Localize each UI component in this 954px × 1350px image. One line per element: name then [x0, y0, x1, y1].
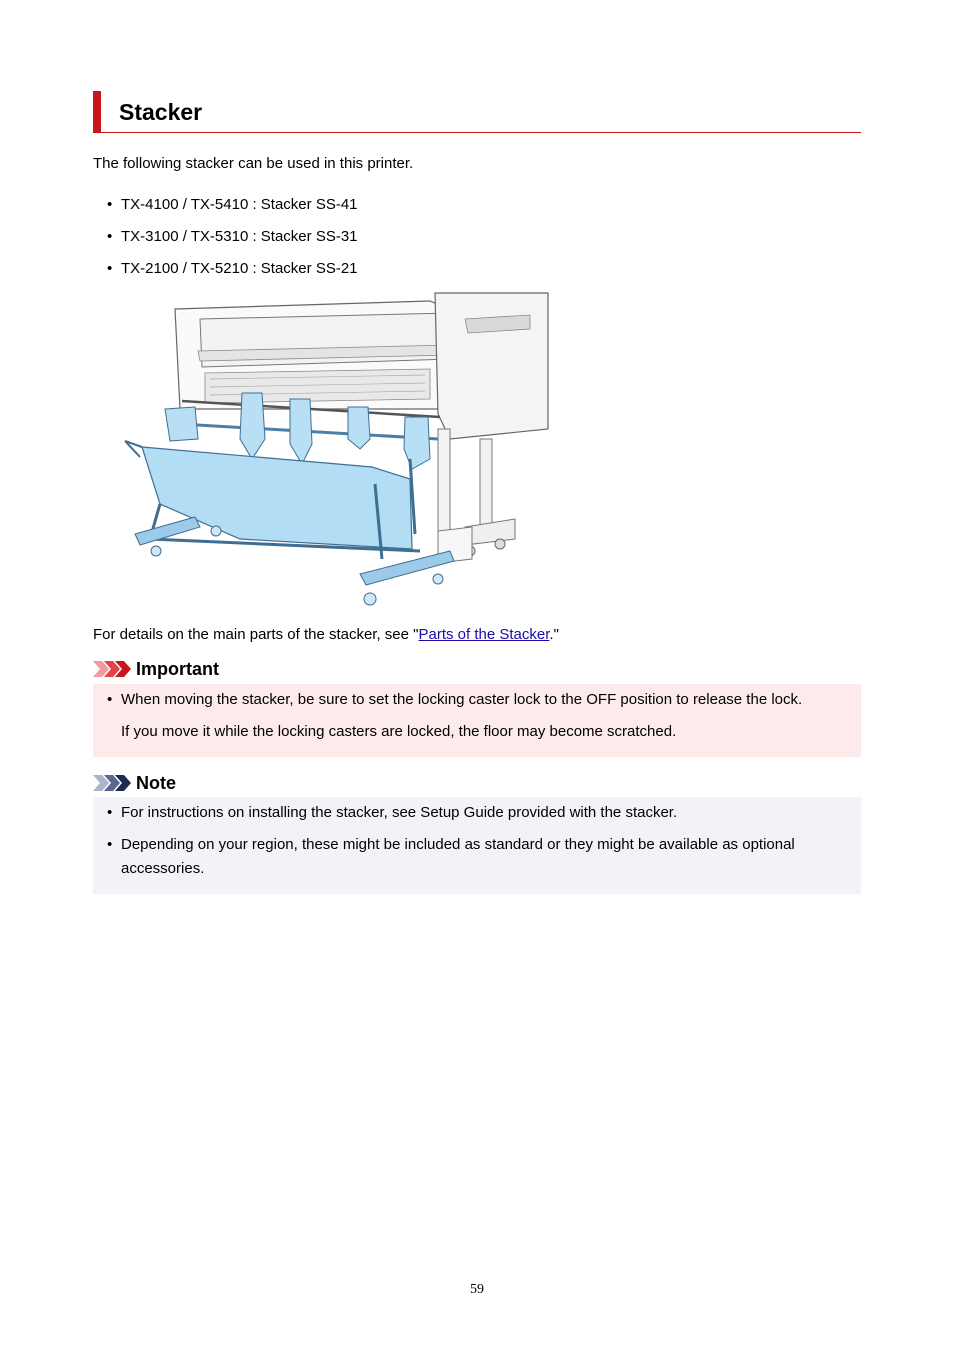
note-item: Depending on your region, these might be included as standard or they might be available as optional accessories.	[121, 836, 795, 877]
printer-stacker-illustration	[120, 289, 552, 611]
bullet-icon: •	[107, 804, 113, 821]
bullet-icon: •	[107, 260, 113, 277]
bullet-icon: •	[107, 196, 113, 213]
note-item: For instructions on installing the stacker, see Setup Guide provided with the stacker.	[121, 804, 678, 821]
important-line-2: If you move it while the locking casters are locked, the floor may become scratched.	[121, 723, 677, 740]
important-box	[93, 684, 861, 757]
note-box	[93, 797, 861, 894]
note-label: Note	[136, 773, 176, 793]
important-label: Important	[136, 659, 219, 679]
heading-accent-bar	[93, 91, 101, 133]
page-number: 59	[470, 1282, 484, 1297]
model-label: TX-2100 / TX-5210 : Stacker SS-21	[121, 260, 358, 277]
page-title: Stacker	[119, 99, 203, 125]
details-suffix: ."	[549, 626, 559, 643]
red-chevrons-icon	[93, 661, 133, 677]
parts-of-stacker-link[interactable]: Parts of the Stacker	[418, 626, 550, 643]
bullet-icon: •	[107, 228, 113, 245]
details-prefix: For details on the main parts of the stacker, see "	[93, 626, 419, 643]
intro-text: The following stacker can be used in this printer.	[93, 155, 414, 172]
bullet-icon: •	[107, 691, 113, 708]
navy-chevrons-icon	[93, 775, 133, 791]
important-line-1: When moving the stacker, be sure to set the locking caster lock to the OFF position to release the lock.	[121, 691, 803, 708]
model-label: TX-3100 / TX-5310 : Stacker SS-31	[121, 228, 358, 245]
section-heading	[93, 91, 861, 133]
model-label: TX-4100 / TX-5410 : Stacker SS-41	[121, 196, 358, 213]
details-text	[93, 626, 559, 644]
bullet-icon: •	[107, 836, 113, 853]
list-item	[107, 688, 847, 740]
